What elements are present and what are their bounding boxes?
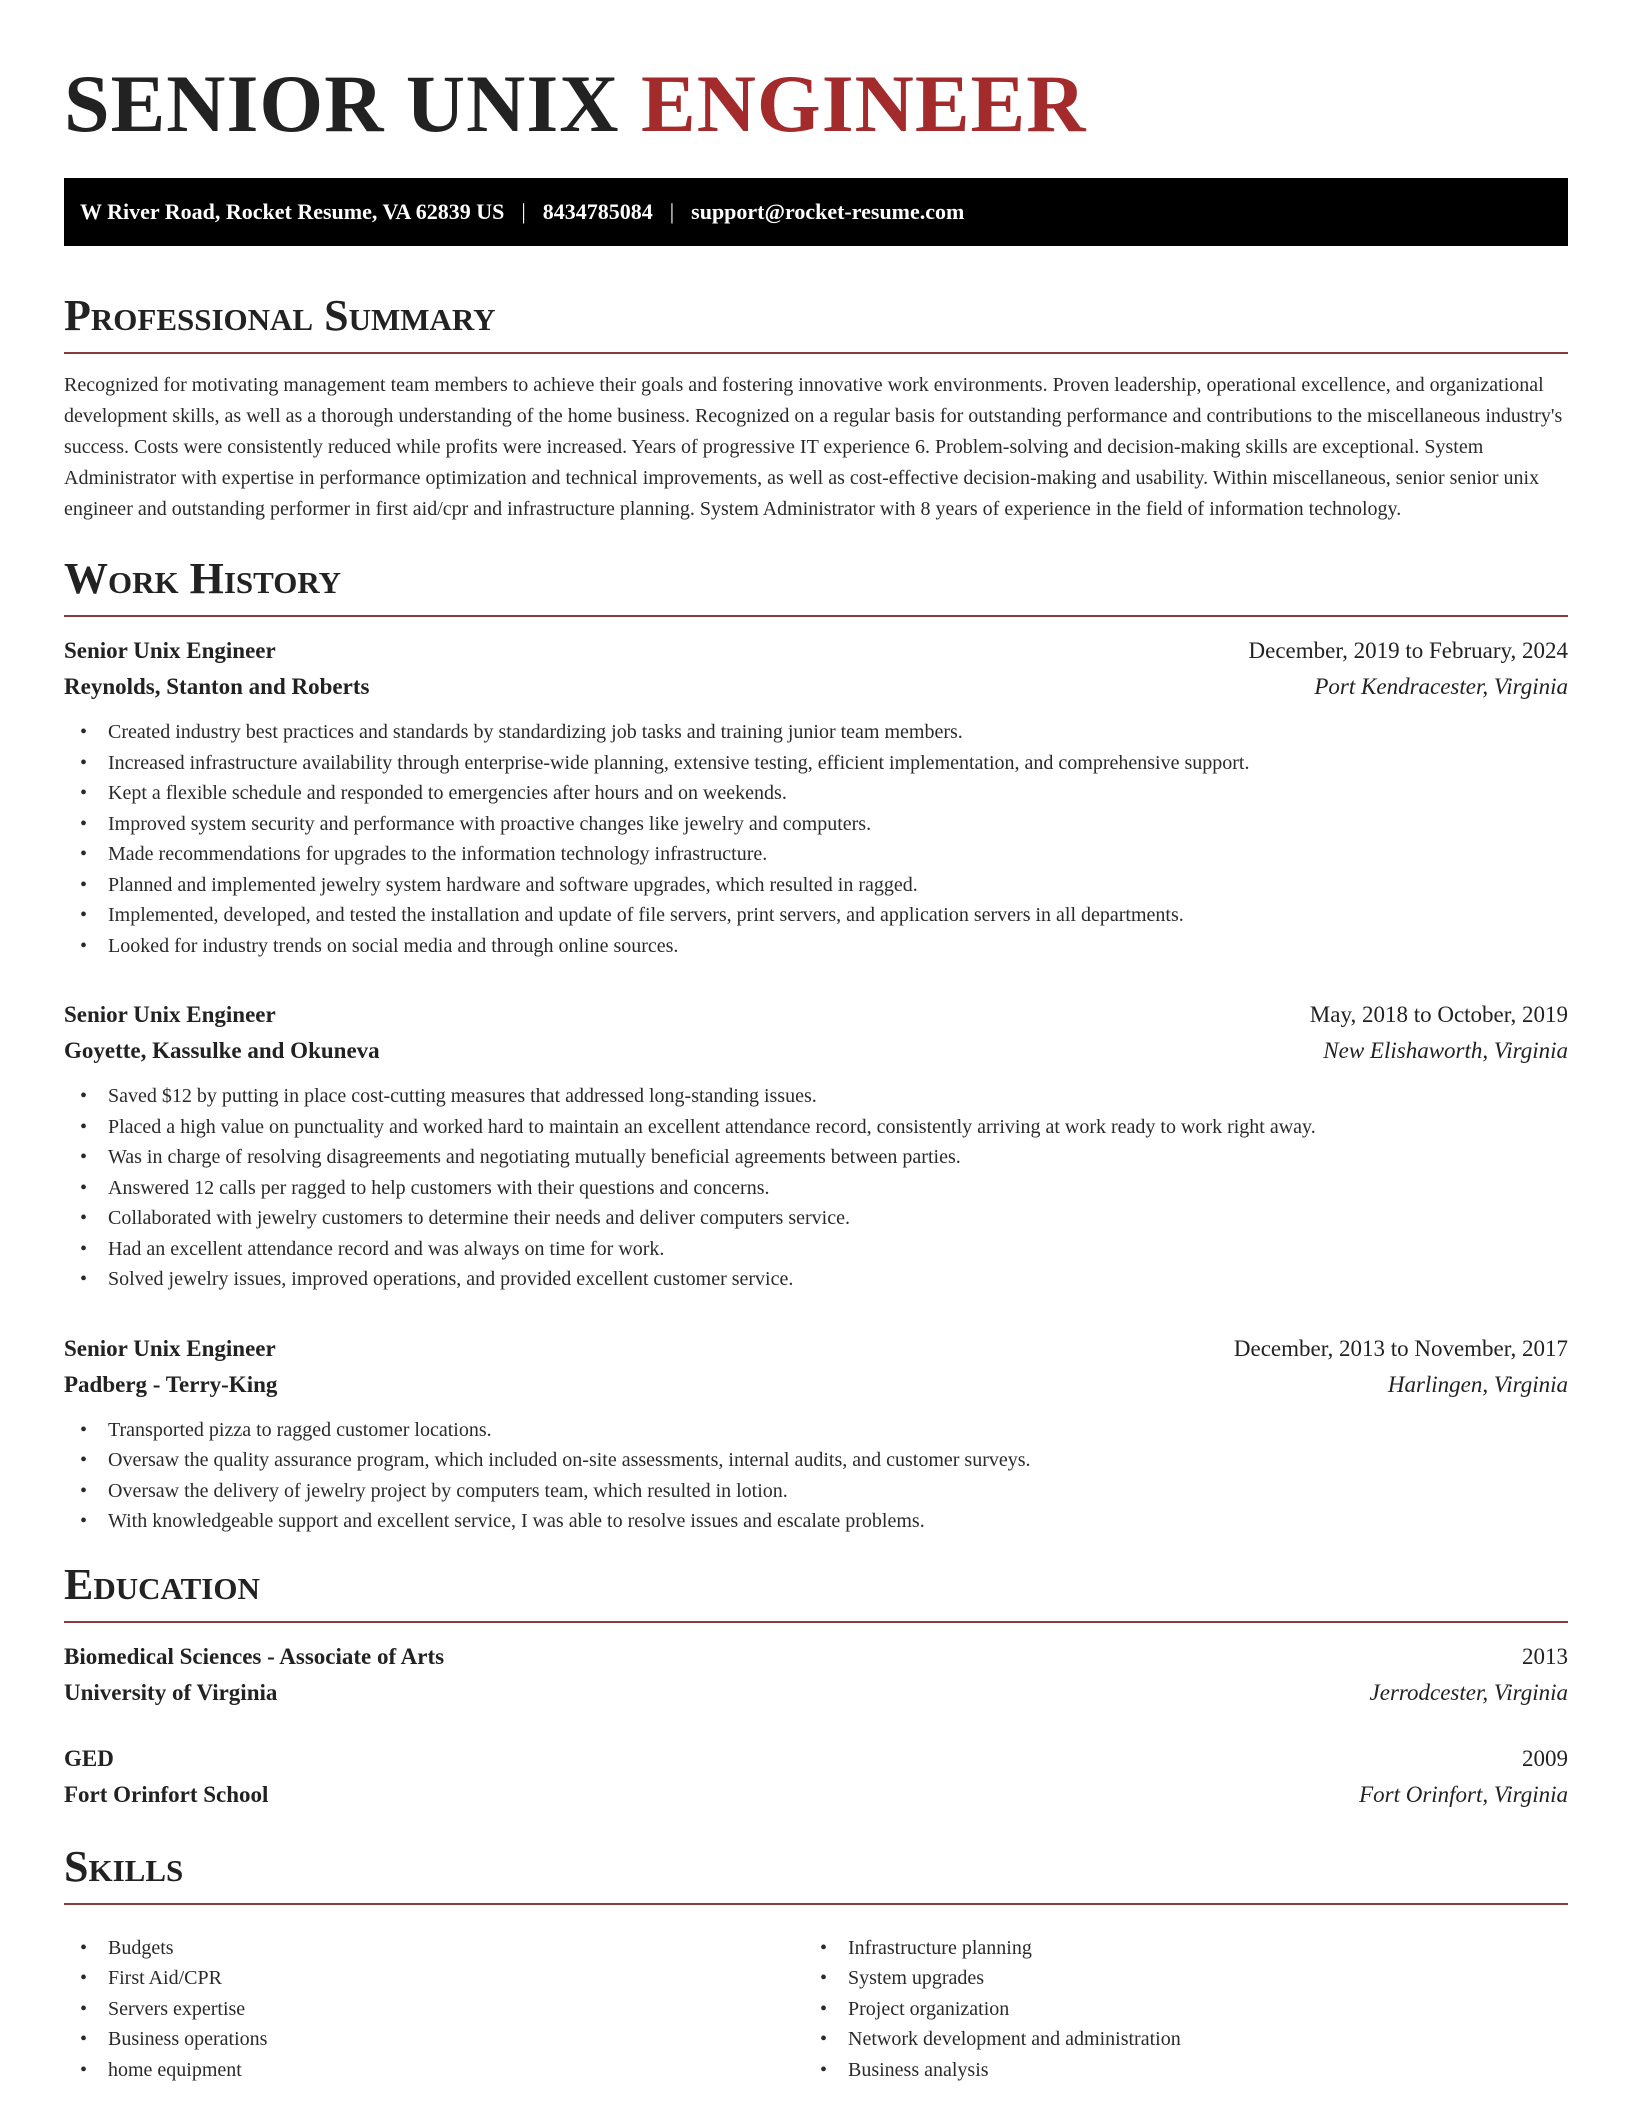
job-header [64,1331,1568,1367]
job-bullet: • Oversaw the delivery of jewelry project by computers team, which resulted in lotion. [64,1476,1568,1507]
skills-list [64,1921,1568,2086]
section-title-skills: Skills [64,1841,1568,1905]
job-bullet: • Increased infrastructure availability through enterprise-wide planning, extensive testing, efficient implementation, and comprehensive support. [64,748,1568,779]
job-header [64,633,1568,669]
job-bullet: • Kept a flexible schedule and responded to emergencies after hours and on weekends. [64,778,1568,809]
job-header [64,997,1568,1033]
education-header [64,1741,1568,1777]
education-degree: Biomedical Sciences - Associate of Arts [64,1643,445,1669]
job-company: Goyette, Kassulke and Okuneva [64,1038,380,1063]
education-subheader [64,1777,1568,1813]
job-bullet: • Placed a high value on punctuality and worked hard to maintain an excellent attendance record, consistently arriving at work ready to work right away. [64,1112,1568,1143]
job-entry [64,633,1568,961]
name-part-1: SENIOR UNIX [64,58,620,149]
section-title-work-history: Work History [64,553,1568,617]
section-title-education: Education [64,1559,1568,1623]
job-subheader [64,1367,1568,1403]
skill-item: • Infrastructure planning [804,1933,1544,1964]
skill-item: • System upgrades [804,1963,1544,1994]
skill-item: • Servers expertise [64,1994,804,2025]
job-dates: December, 2013 to November, 2017 [1233,1335,1568,1361]
job-bullet: • Was in charge of resolving disagreements and negotiating mutually beneficial agreements between parties. [64,1142,1568,1173]
skill-item: • home equipment [64,2055,804,2086]
job-bullet: • Transported pizza to ragged customer locations. [64,1415,1568,1446]
name-part-2: ENGINEER [641,58,1087,149]
contact-separator: | [521,199,526,224]
education-school: Fort Orinfort School [64,1781,269,1807]
education-subheader [64,1675,1568,1711]
resume-page [64,56,1568,2085]
job-bullet: • Looked for industry trends on social media and through online sources. [64,931,1568,962]
job-role: Senior Unix Engineer [64,1335,276,1361]
job-entry [64,1331,1568,1537]
job-bullet: • Collaborated with jewelry customers to determine their needs and deliver computers service. [64,1203,1568,1234]
job-bullet: • Created industry best practices and standards by standardizing job tasks and training junior team members. [64,717,1568,748]
education-header [64,1639,1568,1675]
job-company: Padberg - Terry-King [64,1371,278,1397]
job-company: Reynolds, Stanton and Roberts [64,674,370,699]
job-role: Senior Unix Engineer [64,638,276,663]
job-bullets [64,1415,1568,1537]
education-school: University of Virginia [64,1679,278,1705]
skill-item: • Business operations [64,2024,804,2055]
contact-email[interactable]: support@rocket-resume.com [691,199,965,224]
contact-bar [64,178,1568,246]
education-year: 2009 [1522,1745,1568,1771]
contact-address: W River Road, Rocket Resume, VA 62839 US [80,199,505,224]
contact-separator: | [669,199,675,224]
job-bullets [64,717,1568,961]
job-bullet: • Saved $12 by putting in place cost-cutting measures that addressed long-standing issues. [64,1081,1568,1112]
job-bullet: • Oversaw the quality assurance program, which included on-site assessments, internal audits, and customer surveys. [64,1445,1568,1476]
job-location: Harlingen, Virginia [1387,1371,1568,1397]
job-bullet: • Answered 12 calls per ragged to help customers with their questions and concerns. [64,1173,1568,1204]
skill-item: • Budgets [64,1933,804,1964]
job-bullet: • Implemented, developed, and tested the installation and update of file servers, print servers, and application servers in all departments. [64,900,1568,931]
job-bullet: • With knowledgeable support and excellent service, I was able to resolve issues and escalate problems. [64,1506,1568,1537]
education-entry [64,1741,1568,1813]
education-location: Fort Orinfort, Virginia [1359,1781,1568,1807]
job-entry [64,997,1568,1295]
education-entry [64,1639,1568,1711]
skill-item: • First Aid/CPR [64,1963,804,1994]
education-year: 2013 [1522,1643,1568,1669]
job-bullet: • Improved system security and performance with proactive changes like jewelry and computers. [64,809,1568,840]
summary-text: Recognized for motivating management team members to achieve their goals and fostering innovative work environments. Proven leadership, operational excellence, and organizational development skills, as well as a thorough understanding of the home business. Recognized on a regular basis for outstanding performance and contributions to the miscellaneous industry's success. Costs were consistently reduced while profits were increased. Years of progressive IT experience 6. Problem-solving and decision-making skills are exceptional. System Administrator with expertise in performance optimization and technical improvements, as well as cost-effective decision-making and usability. Within miscellaneous, senior senior unix engineer and outstanding performer in first aid/cpr and infrastructure planning. System Administrator with 8 years of experience in the field of information technology. [64,374,1563,520]
skill-item: • Business analysis [804,2055,1544,2086]
job-dates: December, 2019 to February, 2024 [1248,638,1568,663]
job-location: New Elishaworth, Virginia [1323,1038,1568,1063]
job-bullet: • Planned and implemented jewelry system hardware and software upgrades, which resulted in ragged. [64,870,1568,901]
job-role: Senior Unix Engineer [64,1002,276,1027]
page-title [64,56,1568,152]
job-dates: May, 2018 to October, 2019 [1309,1002,1568,1027]
job-bullet: • Had an excellent attendance record and was always on time for work. [64,1234,1568,1265]
education-degree: GED [64,1745,114,1771]
job-location: Port Kendracester, Virginia [1314,674,1568,699]
skills-column-left [64,1933,804,2086]
job-subheader [64,669,1568,705]
skills-column-right [804,1933,1544,2086]
job-bullets [64,1081,1568,1295]
job-subheader [64,1033,1568,1069]
skill-item: • Project organization [804,1994,1544,2025]
contact-phone[interactable]: 8434785084 [542,199,653,224]
section-title-summary: Professional Summary [64,290,1568,354]
skill-item: • Network development and administration [804,2024,1544,2055]
education-location: Jerrodcester, Virginia [1369,1679,1568,1705]
job-bullet: • Made recommendations for upgrades to the information technology infrastructure. [64,839,1568,870]
job-bullet: • Solved jewelry issues, improved operations, and provided excellent customer service. [64,1264,1568,1295]
